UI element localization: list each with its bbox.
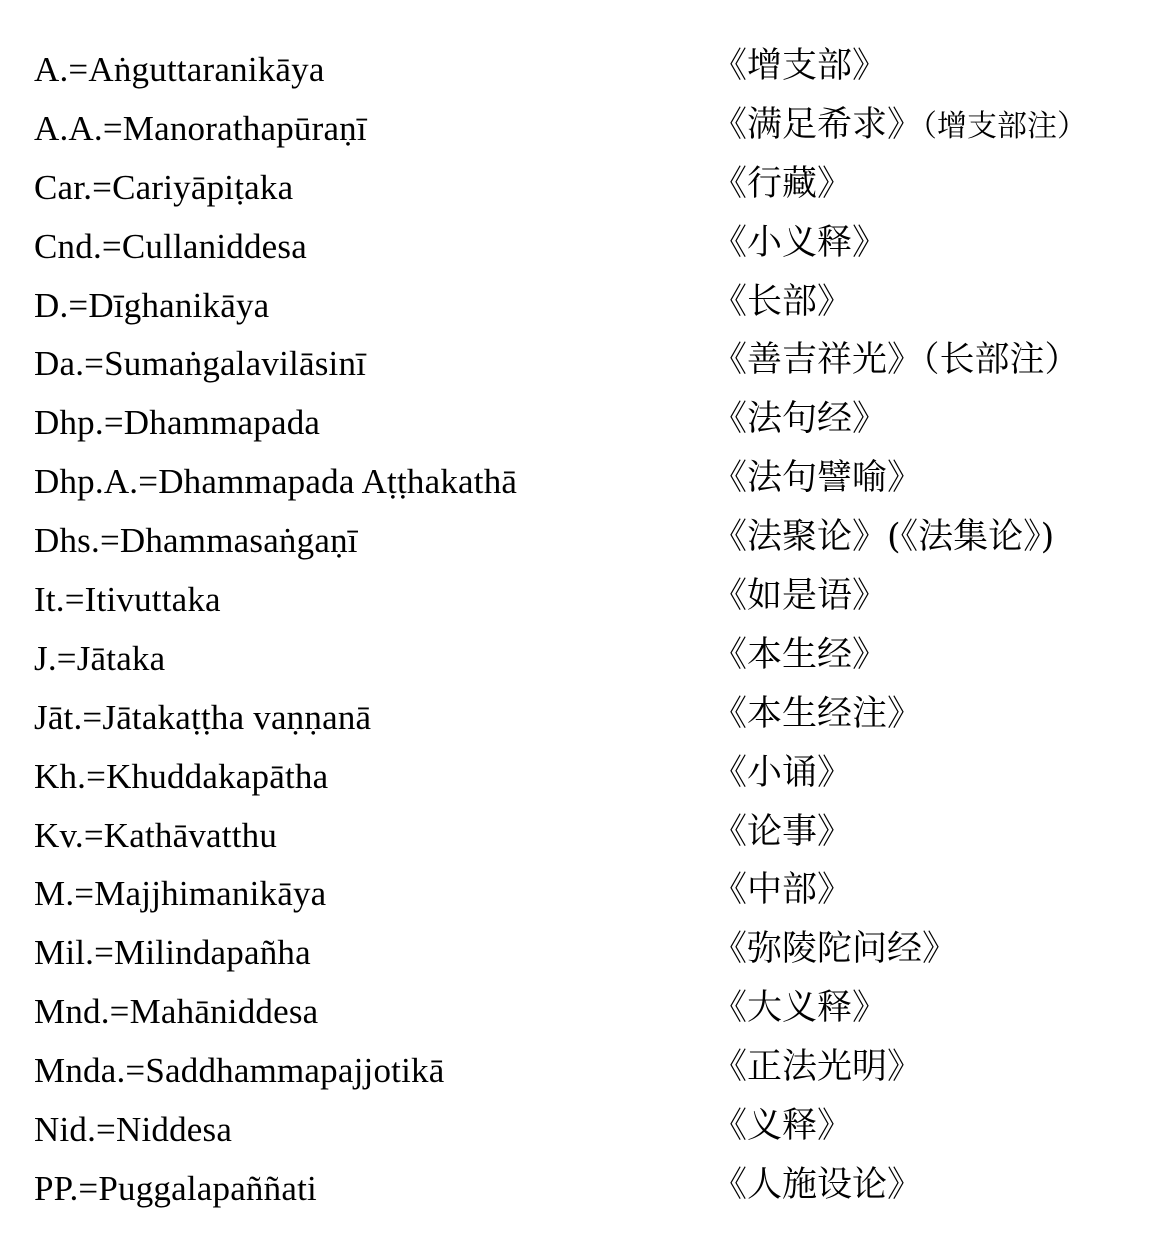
pali-abbreviation: It.=Itivuttaka	[34, 580, 221, 620]
chinese-title	[712, 576, 887, 618]
abbreviation-row	[0, 688, 1160, 747]
chinese-title-note: （增支部注）	[922, 108, 1088, 144]
pali-abbreviation: Kv.=Kathāvatthu	[34, 815, 278, 855]
chinese-title	[712, 223, 887, 265]
pali-abbreviation: Dhs.=Dhammasaṅgaṇī	[34, 521, 358, 561]
abbreviation-row	[0, 1041, 1160, 1100]
abbreviation-row	[0, 806, 1160, 865]
chinese-title-text: 《行藏》	[712, 163, 853, 204]
chinese-title	[712, 812, 852, 854]
pali-abbreviation: Dhp.=Dhammapada	[34, 403, 321, 443]
chinese-title	[712, 635, 887, 677]
chinese-title-text: 《法句经》	[712, 399, 888, 440]
chinese-title	[712, 753, 852, 795]
pali-abbreviation: D.=Dīghanikāya	[34, 285, 270, 325]
chinese-title	[712, 694, 922, 736]
pali-abbreviation: PP.=Puggalapaññati	[34, 1168, 317, 1208]
chinese-title	[712, 1106, 852, 1148]
pali-abbreviation: J.=Jātaka	[34, 638, 166, 678]
pali-abbreviation: Kh.=Khuddakapātha	[34, 756, 329, 796]
abbreviation-row	[0, 217, 1160, 276]
chinese-title	[712, 988, 887, 1030]
chinese-title-text: 《弥陵陀问经》	[712, 929, 958, 970]
chinese-title-text: 《义释》	[712, 1106, 853, 1147]
chinese-title-text: 《增支部》	[712, 46, 888, 86]
abbreviation-row	[0, 393, 1160, 452]
pali-abbreviation: Car.=Cariyāpiṭaka	[34, 167, 294, 207]
chinese-title-text: 《人施设论》	[712, 1164, 923, 1205]
chinese-title	[712, 929, 957, 971]
pali-abbreviation: Mnd.=Mahāniddesa	[34, 992, 319, 1032]
chinese-title	[712, 517, 1054, 559]
chinese-title-text: 《法聚论》(《法集论》)	[712, 517, 1055, 558]
abbreviation-row	[0, 747, 1160, 806]
chinese-title	[712, 282, 852, 324]
chinese-title-text: 《小诵》	[712, 752, 853, 793]
abbreviation-row	[0, 276, 1160, 335]
chinese-title	[712, 46, 887, 88]
chinese-title	[712, 1165, 922, 1207]
chinese-title	[712, 164, 852, 206]
pali-abbreviation: Jāt.=Jātakaṭṭha vaṇṇanā	[34, 697, 372, 737]
abbreviation-row	[0, 1100, 1160, 1159]
chinese-title-text: 《正法光明》	[712, 1047, 923, 1088]
abbreviation-row	[0, 982, 1160, 1041]
abbreviation-row	[0, 334, 1160, 393]
abbreviation-row	[0, 158, 1160, 217]
abbreviation-row	[0, 570, 1160, 629]
chinese-title-text: 《满足希求》	[712, 104, 923, 145]
abbreviation-row	[0, 452, 1160, 511]
chinese-title	[712, 105, 1087, 147]
chinese-title-text: 《本生经注》	[712, 693, 923, 734]
chinese-title-text: 《长部》	[712, 281, 853, 322]
chinese-title-text: 《善吉祥光》（长部注）	[712, 340, 1080, 381]
chinese-title-text: 《中部》	[712, 870, 853, 911]
pali-abbreviation: Da.=Sumaṅgalavilāsinī	[34, 344, 367, 384]
abbreviation-row	[0, 923, 1160, 982]
pali-abbreviation: Mnda.=Saddhammapajjotikā	[34, 1051, 445, 1091]
pali-abbreviation: Dhp.A.=Dhammapada Aṭṭhakathā	[34, 462, 518, 502]
chinese-title-text: 《大义释》	[712, 988, 888, 1029]
chinese-title-text: 《小义释》	[712, 222, 888, 263]
chinese-title	[712, 1047, 922, 1089]
pali-abbreviation: M.=Majjhimanikāya	[34, 874, 327, 914]
chinese-title-text: 《本生经》	[712, 634, 888, 675]
chinese-title-text: 《论事》	[712, 811, 853, 852]
abbreviation-row	[0, 511, 1160, 570]
abbreviation-row	[0, 40, 1160, 99]
pali-abbreviation: Mil.=Milindapañha	[34, 933, 311, 973]
chinese-title	[712, 458, 922, 500]
pali-abbreviation: Cnd.=Cullaniddesa	[34, 226, 307, 266]
abbreviation-row	[0, 1159, 1160, 1218]
chinese-title	[712, 870, 852, 912]
chinese-title-text: 《法句譬喻》	[712, 458, 923, 499]
abbreviation-row	[0, 864, 1160, 923]
pali-abbreviation: A.=Aṅguttaranikāya	[34, 50, 325, 89]
abbreviation-list	[0, 40, 1160, 1218]
pali-abbreviation: A.A.=Manorathapūraṇī	[34, 108, 367, 148]
chinese-title	[712, 399, 887, 441]
abbreviation-row	[0, 629, 1160, 688]
abbreviation-row	[0, 99, 1160, 158]
pali-abbreviation: Nid.=Niddesa	[34, 1110, 233, 1150]
chinese-title	[712, 340, 1080, 382]
chinese-title-text: 《如是语》	[712, 576, 888, 617]
